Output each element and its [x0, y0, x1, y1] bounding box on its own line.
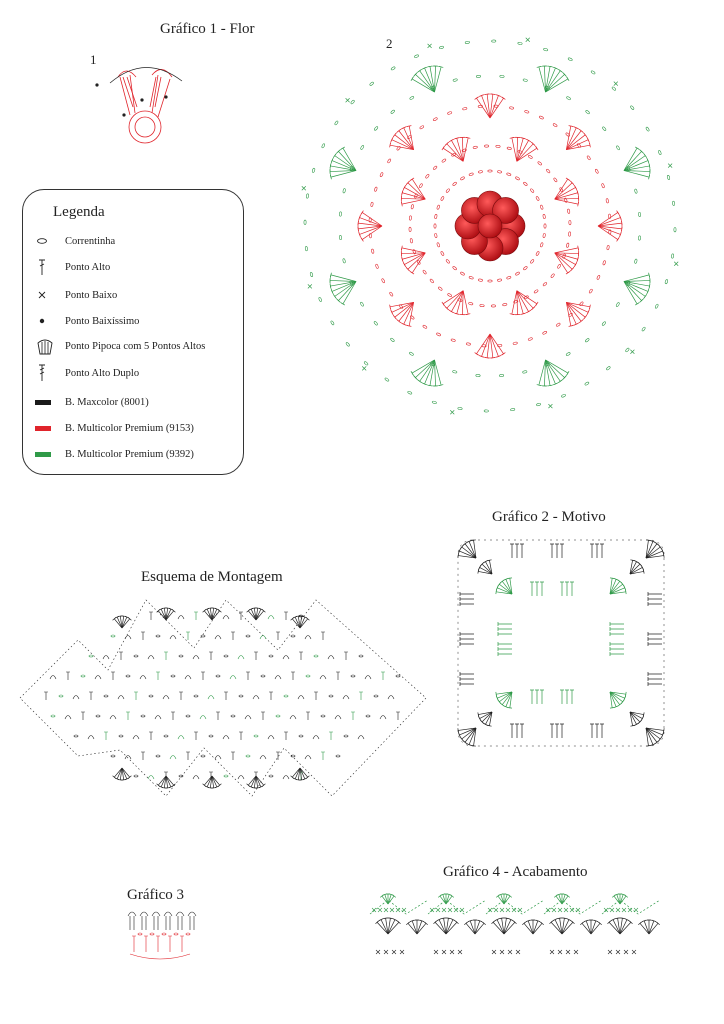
legend-item-correntinha: Correntinha [35, 232, 115, 250]
color-swatch-icon [35, 452, 51, 457]
legend-item-ponto-alto-duplo: Ponto Alto Duplo [35, 364, 139, 382]
flower-round-1-label: 1 [90, 52, 97, 67]
chart-3-diagram [120, 906, 200, 960]
legend-item-multicolor-9153: B. Multicolor Premium (9153) [35, 419, 194, 437]
legend-item-ponto-pipoca: Ponto Pipoca com 5 Pontos Altos [35, 337, 205, 355]
legend-title: Legenda [53, 204, 105, 220]
flower-round-2-diagram [280, 38, 700, 438]
flower-chart-title: Gráfico 1 - Flor [160, 21, 255, 37]
assembly-diagram-title: Esquema de Montagem [141, 569, 283, 585]
color-swatch-icon [35, 426, 51, 431]
slip-stitch-icon [35, 316, 49, 326]
legend-item-ponto-baixissimo: Ponto Baixíssimo [35, 312, 139, 330]
color-swatch-icon [35, 400, 51, 405]
legend-item-maxcolor-8001: B. Maxcolor (8001) [35, 393, 149, 411]
single-crochet-icon [35, 290, 49, 300]
chart-3-title: Gráfico 3 [127, 887, 185, 903]
double-crochet-icon [35, 258, 49, 276]
legend-box [22, 189, 244, 475]
legend-item-ponto-baixo: Ponto Baixo [35, 286, 117, 304]
motif-chart-title: Gráfico 2 - Motivo [492, 509, 606, 525]
finishing-chart-diagram [368, 890, 668, 960]
legend-item-multicolor-9392: B. Multicolor Premium (9392) [35, 445, 194, 463]
legend-item-ponto-alto: Ponto Alto [35, 258, 110, 276]
finishing-chart-title: Gráfico 4 - Acabamento [443, 864, 588, 880]
flower-round-1-diagram [90, 55, 200, 155]
motif-chart-diagram [452, 534, 670, 752]
flower-round-2-label: 2 [386, 36, 393, 51]
popcorn-stitch-icon [35, 337, 55, 355]
assembly-diagram [16, 598, 430, 798]
chain-stitch-icon [35, 237, 49, 245]
treble-crochet-icon [35, 364, 49, 382]
